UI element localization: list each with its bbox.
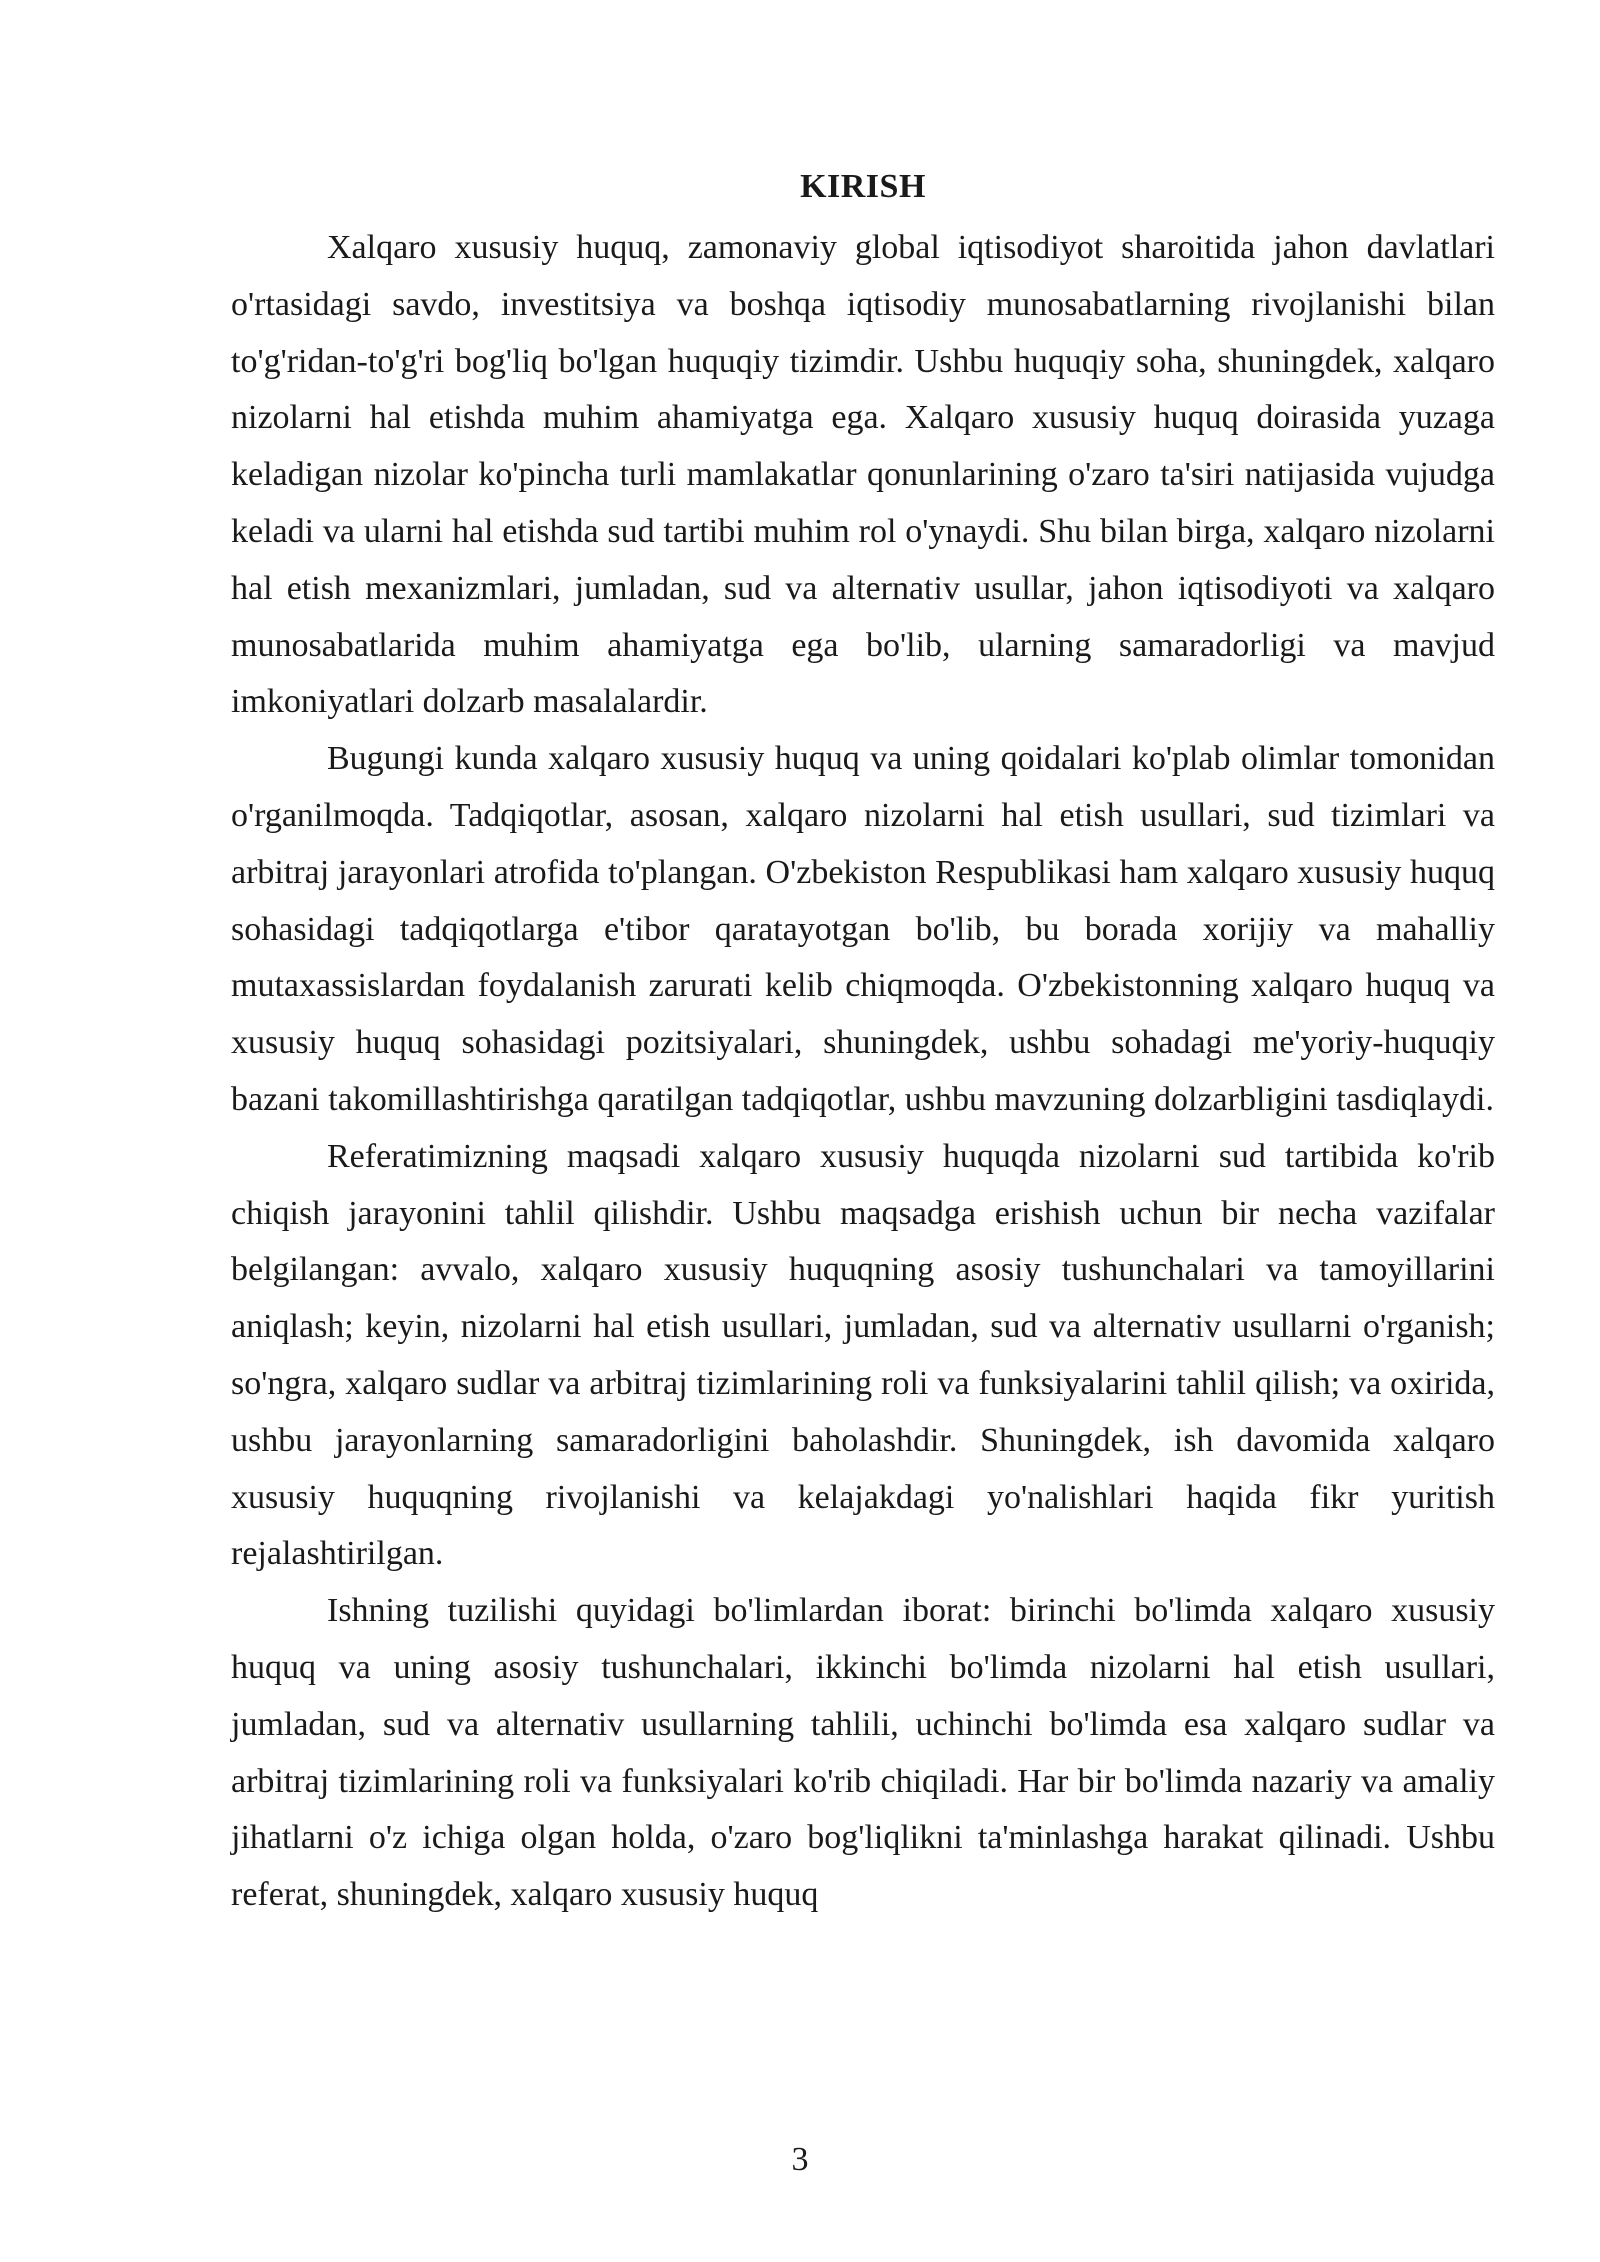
page-number: 3 bbox=[791, 2141, 809, 2178]
section-title: KIRISH bbox=[800, 168, 926, 205]
paragraph-3: Referatimizning maqsadi xalqaro xususiy huquqda nizolarni sud tartibida ko'rib chiqish jarayonini tahlil qilishdir. Ushbu maqsadga erishish uchun bir necha vazifalar belgilangan: avvalo, xalqaro xususiy huquqning asosiy tushunchalari va tamoyillarini aniqlash; keyin, nizolarni hal etish usullari, jumladan, sud va alternativ usullarni o'rganish; so'ngra, xalqaro sudlar va arbitraj tizimlarining roli va funksiyalarini tahlil qilish; va oxirida, ushbu jarayonlarning samaradorligini baholashdir. Shuningdek, ish davomida xalqaro xususiy huquqning rivojlanishi va kelajakdagi yo'nalishlari haqida fikr yuritish rejalashtirilgan. bbox=[231, 1137, 1495, 1573]
paragraph-4: Ishning tuzilishi quyidagi bo'limlardan iborat: birinchi bo'limda xalqaro xususiy huquq va uning asosiy tushunchalari, ikkinchi bo'limda nizolarni hal etish usullari, jumladan, sud va alternativ usullarning tahlili, uchinchi bo'limda esa xalqaro sudlar va arbitraj tizimlarining roli va funksiyalari ko'rib chiqiladi. Har bir bo'limda nazariy va amaliy jihatlarni o'z ichiga olgan holda, o'zaro bog'liqlikni ta'minlashga harakat qilinadi. Ushbu referat, shuningdek, xalqaro xususiy huquq bbox=[231, 1592, 1495, 1914]
paragraph-2: Bugungi kunda xalqaro xususiy huquq va uning qoidalari ko'plab olimlar tomonidan o'rganilmoqda. Tadqiqotlar, asosan, xalqaro nizolarni hal etish usullari, sud tizimlari va arbitraj jarayonlari atrofida to'plangan. O'zbekiston Respublikasi ham xalqaro xususiy huquq sohasidagi tadqiqotlarga e'tibor qaratayotgan bo'lib, bu borada xorijiy va mahalliy mutaxassislardan foydalanish zarurati kelib chiqmoqda. O'zbekistonning xalqaro huquq va xususiy huquq sohasidagi pozitsiyalari, shuningdek, ushbu sohadagi me'yoriy-huquqiy bazani takomillashtirishga qaratilgan tadqiqotlar, ushbu mavzuning dolzarbligini tasdiqlaydi. bbox=[231, 740, 1495, 1118]
page-content bbox=[231, 164, 1495, 1924]
paragraph-1: Xalqaro xususiy huquq, zamonaviy global iqtisodiyot sharoitida jahon davlatlari o'rtasidagi savdo, investitsiya va boshqa iqtisodiy munosabatlarning rivojlanishi bilan to'g'ridan-to'g'ri bog'liq bo'lgan huquqiy tizimdir. Ushbu huquqiy soha, shuningdek, xalqaro nizolarni hal etishda muhim ahamiyatga ega. Xalqaro xususiy huquq doirasida yuzaga keladigan nizolar ko'pincha turli mamlakatlar qonunlarining o'zaro ta'siri natijasida vujudga keladi va ularni hal etishda sud tartibi muhim rol o'ynaydi. Shu bilan birga, xalqaro nizolarni hal etish mexanizmlari, jumladan, sud va alternativ usullar, jahon iqtisodiyoti va xalqaro munosabatlarida muhim ahamiyatga ega bo'lib, ularning samaradorligi va mavjud imkoniyatlari dolzarb masalalardir. bbox=[231, 229, 1495, 721]
